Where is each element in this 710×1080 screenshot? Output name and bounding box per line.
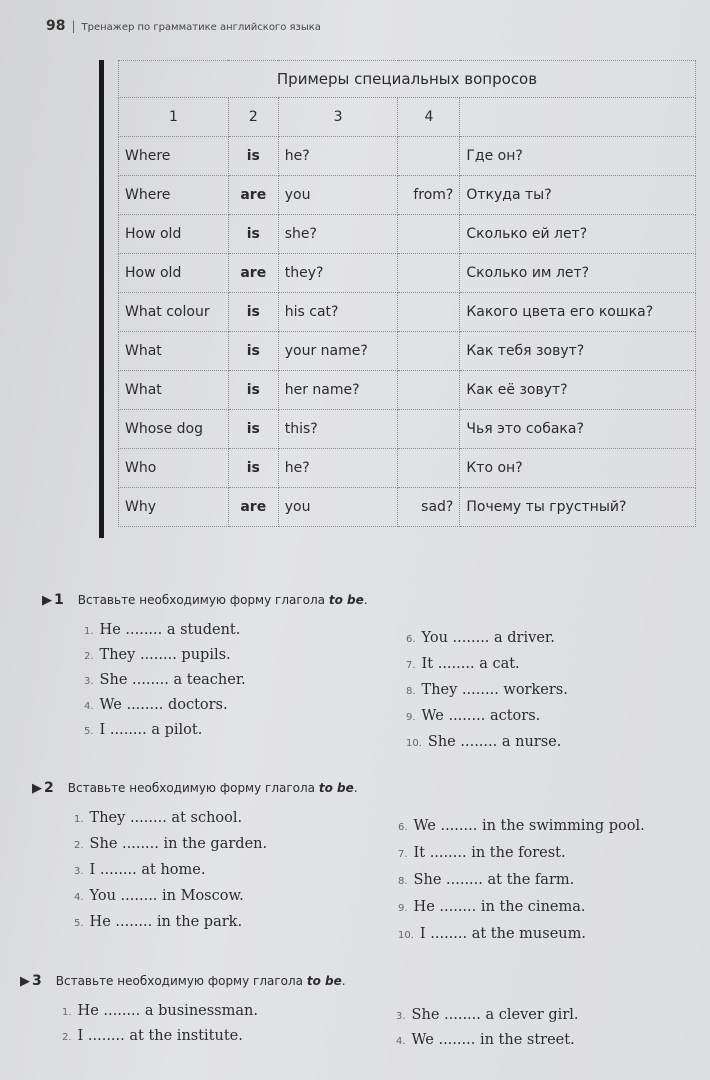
- table-cell: is: [228, 293, 278, 332]
- play-arrow-icon: ▶: [20, 973, 30, 989]
- exercise-item: [84, 622, 240, 638]
- table-cell: are: [228, 254, 278, 293]
- table-caption: Примеры специальных вопросов: [119, 61, 696, 98]
- item-number: 8.: [406, 686, 416, 697]
- item-number: 7.: [398, 849, 408, 860]
- table-row: [119, 332, 696, 371]
- item-number: 3.: [84, 676, 94, 687]
- exercise-item: [84, 647, 231, 663]
- table-row: [119, 449, 696, 488]
- table-cell: you: [278, 176, 398, 215]
- item-sentence: He ........ a student.: [99, 622, 241, 638]
- table-cell: [398, 293, 460, 332]
- table-row: [119, 410, 696, 449]
- table-cell: they?: [278, 254, 398, 293]
- item-number: 2.: [74, 840, 84, 851]
- exercise-item: [398, 818, 645, 834]
- item-number: 5.: [84, 726, 94, 737]
- exercise-heading: [42, 592, 682, 608]
- item-sentence: She ........ a nurse.: [427, 734, 562, 750]
- table-cell: Как тебя зовут?: [460, 332, 696, 371]
- exercise-instruction: Вставьте необходимую форму глагола to be.: [77, 593, 368, 607]
- table-cell: she?: [278, 215, 398, 254]
- item-number: 10.: [398, 930, 414, 941]
- table-cell: Why: [119, 488, 229, 527]
- exercise-2: [32, 780, 682, 942]
- table-caption-row: [119, 61, 696, 98]
- item-sentence: I ........ at the institute.: [77, 1028, 243, 1044]
- exercise-item: [398, 899, 586, 915]
- exercise-item: [396, 1032, 575, 1048]
- column-number: 3: [278, 98, 398, 137]
- exercise-1: [42, 592, 682, 750]
- table-cell: [398, 449, 460, 488]
- table-cell: Как её зовут?: [460, 371, 696, 410]
- table-side-bar: [99, 60, 104, 538]
- table-cell: her name?: [278, 371, 398, 410]
- table-cell: is: [228, 410, 278, 449]
- item-sentence: He ........ a businessman.: [77, 1003, 258, 1019]
- table-cell: are: [228, 176, 278, 215]
- table-cell: Where: [119, 176, 229, 215]
- exercise-number: 1: [54, 592, 64, 608]
- item-sentence: It ........ a cat.: [421, 656, 520, 672]
- item-sentence: You ........ in Moscow.: [89, 888, 244, 904]
- item-number: 1.: [84, 626, 94, 637]
- table-cell: he?: [278, 449, 398, 488]
- table-cell: Почему ты грустный?: [460, 488, 696, 527]
- table-cell: sad?: [398, 488, 460, 527]
- page-number: 98: [46, 18, 66, 34]
- item-number: 3.: [396, 1011, 406, 1022]
- table-cell: you: [278, 488, 398, 527]
- table-cell: Whose dog: [119, 410, 229, 449]
- exercise-item: [74, 888, 244, 904]
- item-sentence: He ........ in the cinema.: [413, 899, 586, 915]
- column-number: 4: [398, 98, 460, 137]
- item-number: 1.: [74, 814, 84, 825]
- exercise-item: [398, 845, 566, 861]
- table-row: [119, 371, 696, 410]
- exercise-item: [84, 697, 228, 713]
- exercise-item: [74, 914, 242, 930]
- item-number: 9.: [406, 712, 416, 723]
- table-cell: your name?: [278, 332, 398, 371]
- item-sentence: We ........ actors.: [421, 708, 541, 724]
- exercise-item: [406, 708, 540, 724]
- exercise-item: [62, 1028, 243, 1044]
- exercise-3: [20, 973, 680, 1048]
- exercise-item: [398, 926, 586, 942]
- table-cell: [398, 332, 460, 371]
- item-number: 9.: [398, 903, 408, 914]
- table-cell: [398, 371, 460, 410]
- item-sentence: They ........ at school.: [89, 810, 243, 826]
- table-cell: [398, 410, 460, 449]
- item-number: 6.: [398, 822, 408, 833]
- item-sentence: We ........ doctors.: [99, 697, 228, 713]
- header-separator: |: [71, 19, 76, 33]
- table-cell: is: [228, 449, 278, 488]
- table-cell: from?: [398, 176, 460, 215]
- table-cell: this?: [278, 410, 398, 449]
- table-row: [119, 137, 696, 176]
- item-number: 2.: [62, 1032, 72, 1043]
- table-cell: How old: [119, 254, 229, 293]
- table-cell: his cat?: [278, 293, 398, 332]
- exercise-item: [406, 656, 520, 672]
- exercise-item: [406, 630, 555, 646]
- item-sentence: It ........ in the forest.: [413, 845, 566, 861]
- item-number: 4.: [396, 1036, 406, 1047]
- play-arrow-icon: ▶: [42, 592, 52, 608]
- table-cell: What: [119, 371, 229, 410]
- table-cell: is: [228, 215, 278, 254]
- table-row: [119, 176, 696, 215]
- table-cell: How old: [119, 215, 229, 254]
- item-sentence: We ........ in the street.: [411, 1032, 575, 1048]
- table-cell: is: [228, 332, 278, 371]
- item-sentence: I ........ a pilot.: [99, 722, 203, 738]
- exercise-item: [406, 682, 568, 698]
- exercise-item: [74, 862, 205, 878]
- table-cell: are: [228, 488, 278, 527]
- table-cell: [398, 254, 460, 293]
- exercise-item: [84, 672, 246, 688]
- item-number: 10.: [406, 738, 422, 749]
- item-sentence: She ........ in the garden.: [89, 836, 268, 852]
- item-sentence: She ........ a teacher.: [99, 672, 246, 688]
- exercise-number: 2: [44, 780, 54, 796]
- table-cell: he?: [278, 137, 398, 176]
- item-number: 3.: [74, 866, 84, 877]
- column-number: 2: [228, 98, 278, 137]
- exercise-heading: [32, 780, 682, 796]
- exercise-item: [74, 836, 267, 852]
- item-number: 8.: [398, 876, 408, 887]
- item-sentence: I ........ at home.: [89, 862, 206, 878]
- exercise-heading: [20, 973, 680, 989]
- exercise-item: [84, 722, 202, 738]
- table-row: [119, 293, 696, 332]
- item-sentence: He ........ in the park.: [89, 914, 243, 930]
- item-number: 2.: [84, 651, 94, 662]
- item-sentence: They ........ pupils.: [99, 647, 231, 663]
- table-cell: What colour: [119, 293, 229, 332]
- item-sentence: I ........ at the museum.: [419, 926, 586, 942]
- exercise-instruction: Вставьте необходимую форму глагола to be.: [55, 974, 346, 988]
- table-row: [119, 254, 696, 293]
- item-number: 5.: [74, 918, 84, 929]
- column-number: [460, 98, 696, 137]
- table-cell: [398, 137, 460, 176]
- item-sentence: She ........ at the farm.: [413, 872, 575, 888]
- item-sentence: They ........ workers.: [421, 682, 568, 698]
- exercise-item: [62, 1003, 258, 1019]
- item-sentence: We ........ in the swimming pool.: [413, 818, 645, 834]
- table-row: [119, 215, 696, 254]
- book-title: Тренажер по грамматике английского языка: [81, 22, 321, 33]
- table-cell: Где он?: [460, 137, 696, 176]
- special-questions-table: [118, 60, 696, 527]
- table-cell: Кто он?: [460, 449, 696, 488]
- table-cell: Сколько им лет?: [460, 254, 696, 293]
- play-arrow-icon: ▶: [32, 780, 42, 796]
- item-number: 7.: [406, 660, 416, 671]
- table-cell: Who: [119, 449, 229, 488]
- column-number-row: [119, 98, 696, 137]
- table-row: [119, 488, 696, 527]
- table-cell: What: [119, 332, 229, 371]
- item-sentence: She ........ a clever girl.: [411, 1007, 579, 1023]
- item-number: 4.: [84, 701, 94, 712]
- table-cell: Сколько ей лет?: [460, 215, 696, 254]
- table-cell: [398, 215, 460, 254]
- exercise-instruction: Вставьте необходимую форму глагола to be.: [67, 781, 358, 795]
- exercise-item: [398, 872, 574, 888]
- table-cell: is: [228, 137, 278, 176]
- item-number: 6.: [406, 634, 416, 645]
- item-sentence: You ........ a driver.: [421, 630, 555, 646]
- column-number: 1: [119, 98, 229, 137]
- table-cell: Чья это собака?: [460, 410, 696, 449]
- table-cell: Какого цвета его кошка?: [460, 293, 696, 332]
- table-cell: Where: [119, 137, 229, 176]
- page-header: [46, 18, 321, 34]
- exercise-item: [396, 1007, 579, 1023]
- table-cell: is: [228, 371, 278, 410]
- exercise-item: [406, 734, 561, 750]
- item-number: 1.: [62, 1007, 72, 1018]
- table-cell: Откуда ты?: [460, 176, 696, 215]
- exercise-number: 3: [32, 973, 42, 989]
- exercise-item: [74, 810, 242, 826]
- item-number: 4.: [74, 892, 84, 903]
